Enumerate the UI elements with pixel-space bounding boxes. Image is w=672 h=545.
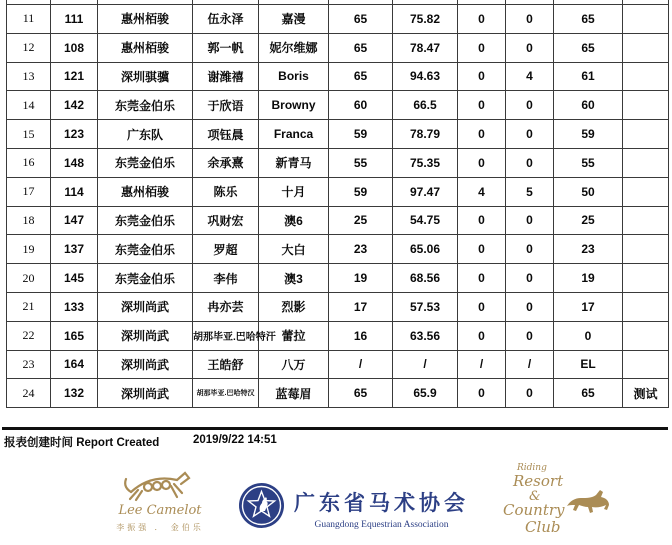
- cell-penalty-1: 0: [458, 5, 506, 34]
- cell-penalty-1: 0: [458, 235, 506, 264]
- cell-horse: 十月: [259, 177, 329, 206]
- cell-rank: 19: [7, 235, 51, 264]
- lee-camelot-chinese-text: 李振强 ． 金伯乐: [116, 523, 204, 532]
- cell-bib: 147: [51, 206, 98, 235]
- rrcc-word-riding: Riding: [517, 463, 547, 473]
- table-row: [7, 350, 669, 379]
- cell-penalty-2: 0: [506, 91, 554, 120]
- cell-penalty-2: 0: [506, 33, 554, 62]
- cell-rider: 王皓舒: [193, 350, 259, 379]
- rrcc-word-club: Club: [525, 518, 561, 536]
- cell-team: 惠州栢骏: [98, 177, 193, 206]
- cell-final: 0: [554, 321, 623, 350]
- cell-horse: 澳6: [259, 206, 329, 235]
- cell-rider: 余承熹: [193, 148, 259, 177]
- cell-final: 65: [554, 379, 623, 408]
- cell-score: 65: [329, 62, 393, 91]
- cell-bib: 123: [51, 120, 98, 149]
- cell-rank: 14: [7, 91, 51, 120]
- cell-time: 65.06: [393, 235, 458, 264]
- cell-horse: 烈影: [259, 292, 329, 321]
- cell-time: 75.82: [393, 5, 458, 34]
- rrcc-word-resort: Resort: [513, 472, 564, 490]
- cell-score: 17: [329, 292, 393, 321]
- table-row: [7, 321, 669, 350]
- cell-bib: 142: [51, 91, 98, 120]
- table-row: [7, 148, 669, 177]
- cell-time: 54.75: [393, 206, 458, 235]
- cell-final: 65: [554, 33, 623, 62]
- lee-camelot-script-text: Lee Camelot: [118, 503, 202, 518]
- table-row: [7, 5, 669, 34]
- table-row: [7, 91, 669, 120]
- association-subtitle: Guangdong Equestrian Association: [314, 519, 449, 530]
- cell-remark: [623, 206, 669, 235]
- cell-team: 东莞金伯乐: [98, 91, 193, 120]
- cell-team: 东莞金伯乐: [98, 206, 193, 235]
- results-table-grid: [6, 0, 669, 408]
- cell-time: 65.9: [393, 379, 458, 408]
- cell-penalty-2: 0: [506, 235, 554, 264]
- table-row: [7, 120, 669, 149]
- cell-rider: 李伟: [193, 264, 259, 293]
- cell-rider: 项钰晨: [193, 120, 259, 149]
- cell-penalty-2: /: [506, 350, 554, 379]
- cell-bib: 108: [51, 33, 98, 62]
- cell-bib: 137: [51, 235, 98, 264]
- cell-penalty-1: 0: [458, 206, 506, 235]
- cell-penalty-2: 0: [506, 5, 554, 34]
- lee-camelot-logo: [92, 466, 228, 533]
- cell-rider: 谢潍禧: [193, 62, 259, 91]
- table-row: [7, 62, 669, 91]
- cell-score: 59: [329, 177, 393, 206]
- cell-team: 东莞金伯乐: [98, 235, 193, 264]
- cell-horse: 新青马: [259, 148, 329, 177]
- table-row: [7, 235, 669, 264]
- cell-remark: [623, 5, 669, 34]
- cell-penalty-2: 0: [506, 120, 554, 149]
- cell-rider: 巩财宏: [193, 206, 259, 235]
- cell-penalty-2: 0: [506, 379, 554, 408]
- cell-horse: Boris: [259, 62, 329, 91]
- table-row: [7, 206, 669, 235]
- cell-penalty-1: 0: [458, 321, 506, 350]
- cell-remark: 测试: [623, 379, 669, 408]
- cell-final: EL: [554, 350, 623, 379]
- cell-rank: 22: [7, 321, 51, 350]
- cell-final: 25: [554, 206, 623, 235]
- cell-rank: 21: [7, 292, 51, 321]
- rrcc-word-ampersand: &: [529, 489, 541, 504]
- cell-penalty-2: 0: [506, 321, 554, 350]
- report-created-label: 报表创建时间 Report Created: [4, 437, 160, 449]
- cell-penalty-2: 0: [506, 292, 554, 321]
- cell-rank: 16: [7, 148, 51, 177]
- cell-penalty-2: 0: [506, 206, 554, 235]
- cell-remark: [623, 177, 669, 206]
- cell-team: 东莞金伯乐: [98, 264, 193, 293]
- cell-penalty-1: 0: [458, 379, 506, 408]
- cell-team: 惠州栢骏: [98, 33, 193, 62]
- cell-horse: 蕾拉: [259, 321, 329, 350]
- cell-team: 深圳尚武: [98, 350, 193, 379]
- guangdong-equestrian-association-logo: [238, 482, 469, 534]
- cell-final: 55: [554, 148, 623, 177]
- cell-final: 60: [554, 91, 623, 120]
- cell-rider: 冉亦芸: [193, 292, 259, 321]
- cell-time: 57.53: [393, 292, 458, 321]
- cell-penalty-1: 0: [458, 292, 506, 321]
- report-created-timestamp: 2019/9/22 14:51: [193, 434, 277, 446]
- cell-remark: [623, 62, 669, 91]
- cell-remark: [623, 91, 669, 120]
- cell-score: 65: [329, 5, 393, 34]
- cell-remark: [623, 292, 669, 321]
- riding-resort-country-club-logo: [495, 463, 620, 543]
- cell-penalty-1: 0: [458, 264, 506, 293]
- cell-rank: 20: [7, 264, 51, 293]
- cell-horse: 妮尔维娜: [259, 33, 329, 62]
- cell-score: 65: [329, 379, 393, 408]
- cell-remark: [623, 321, 669, 350]
- cell-time: 97.47: [393, 177, 458, 206]
- cell-rider: 胡那毕亚.巴哈特汗: [193, 321, 259, 350]
- cell-horse: 嘉漫: [259, 5, 329, 34]
- cell-bib: 133: [51, 292, 98, 321]
- cell-bib: 111: [51, 5, 98, 34]
- table-row: [7, 292, 669, 321]
- cell-rank: 11: [7, 5, 51, 34]
- cell-team: 深圳尚武: [98, 321, 193, 350]
- cell-penalty-2: 4: [506, 62, 554, 91]
- cell-penalty-1: /: [458, 350, 506, 379]
- cell-remark: [623, 264, 669, 293]
- cell-time: 94.63: [393, 62, 458, 91]
- cell-penalty-1: 0: [458, 33, 506, 62]
- cell-penalty-1: 0: [458, 91, 506, 120]
- cell-time: 63.56: [393, 321, 458, 350]
- cell-rider: 郭一帆: [193, 33, 259, 62]
- cell-rank: 23: [7, 350, 51, 379]
- cell-penalty-1: 0: [458, 148, 506, 177]
- cell-team: 东莞金伯乐: [98, 148, 193, 177]
- cell-score: 59: [329, 120, 393, 149]
- cell-final: 50: [554, 177, 623, 206]
- cell-horse: 澳3: [259, 264, 329, 293]
- cell-time: /: [393, 350, 458, 379]
- footer-rule: [2, 427, 668, 430]
- association-title: 广东省马术协会: [294, 491, 469, 515]
- cell-penalty-1: 4: [458, 177, 506, 206]
- cell-final: 65: [554, 5, 623, 34]
- cell-rank: 18: [7, 206, 51, 235]
- cell-bib: 148: [51, 148, 98, 177]
- cell-horse: 八万: [259, 350, 329, 379]
- cell-penalty-2: 5: [506, 177, 554, 206]
- cell-horse: Franca: [259, 120, 329, 149]
- cell-time: 68.56: [393, 264, 458, 293]
- rrcc-word-country: Country: [503, 501, 565, 519]
- cell-horse: 蓝莓眉: [259, 379, 329, 408]
- table-row: [7, 33, 669, 62]
- cell-bib: 132: [51, 379, 98, 408]
- cell-score: /: [329, 350, 393, 379]
- cell-penalty-1: 0: [458, 120, 506, 149]
- table-row: [7, 379, 669, 408]
- cell-rider: 伍永泽: [193, 5, 259, 34]
- cell-penalty-2: 0: [506, 148, 554, 177]
- cell-rank: 17: [7, 177, 51, 206]
- cell-remark: [623, 33, 669, 62]
- cell-score: 65: [329, 33, 393, 62]
- cell-score: 16: [329, 321, 393, 350]
- cell-rank: 12: [7, 33, 51, 62]
- cell-team: 深圳骐骥: [98, 62, 193, 91]
- cell-final: 59: [554, 120, 623, 149]
- cell-final: 17: [554, 292, 623, 321]
- cell-score: 23: [329, 235, 393, 264]
- cell-bib: 164: [51, 350, 98, 379]
- cell-team: 深圳尚武: [98, 292, 193, 321]
- galloping-horse-icon: [565, 489, 611, 520]
- cell-score: 60: [329, 91, 393, 120]
- cell-horse: Browny: [259, 91, 329, 120]
- cell-horse: 大白: [259, 235, 329, 264]
- cell-team: 惠州栢骏: [98, 5, 193, 34]
- cell-rank: 24: [7, 379, 51, 408]
- cell-score: 25: [329, 206, 393, 235]
- cell-time: 78.47: [393, 33, 458, 62]
- table-row: [7, 264, 669, 293]
- cell-rank: 13: [7, 62, 51, 91]
- cell-bib: 114: [51, 177, 98, 206]
- cell-penalty-1: 0: [458, 62, 506, 91]
- cell-time: 78.79: [393, 120, 458, 149]
- cell-remark: [623, 350, 669, 379]
- cell-penalty-2: 0: [506, 264, 554, 293]
- cell-final: 23: [554, 235, 623, 264]
- cell-final: 61: [554, 62, 623, 91]
- cell-bib: 145: [51, 264, 98, 293]
- cell-team: 广东队: [98, 120, 193, 149]
- cell-score: 55: [329, 148, 393, 177]
- cell-time: 75.35: [393, 148, 458, 177]
- cell-score: 19: [329, 264, 393, 293]
- cell-rider: 于欣语: [193, 91, 259, 120]
- cell-rider: 罗超: [193, 235, 259, 264]
- cell-final: 19: [554, 264, 623, 293]
- association-emblem-icon: [238, 482, 285, 534]
- results-table: [6, 0, 669, 408]
- cell-remark: [623, 235, 669, 264]
- cell-team: 深圳尚武: [98, 379, 193, 408]
- cell-bib: 121: [51, 62, 98, 91]
- cell-rider: 陈乐: [193, 177, 259, 206]
- cell-rank: 15: [7, 120, 51, 149]
- cell-remark: [623, 148, 669, 177]
- cell-remark: [623, 120, 669, 149]
- cell-time: 66.5: [393, 91, 458, 120]
- results-table-body: [7, 0, 669, 408]
- cell-rider: 胡那毕亚.巴哈特汉: [193, 379, 259, 408]
- table-row: [7, 177, 669, 206]
- cell-bib: 165: [51, 321, 98, 350]
